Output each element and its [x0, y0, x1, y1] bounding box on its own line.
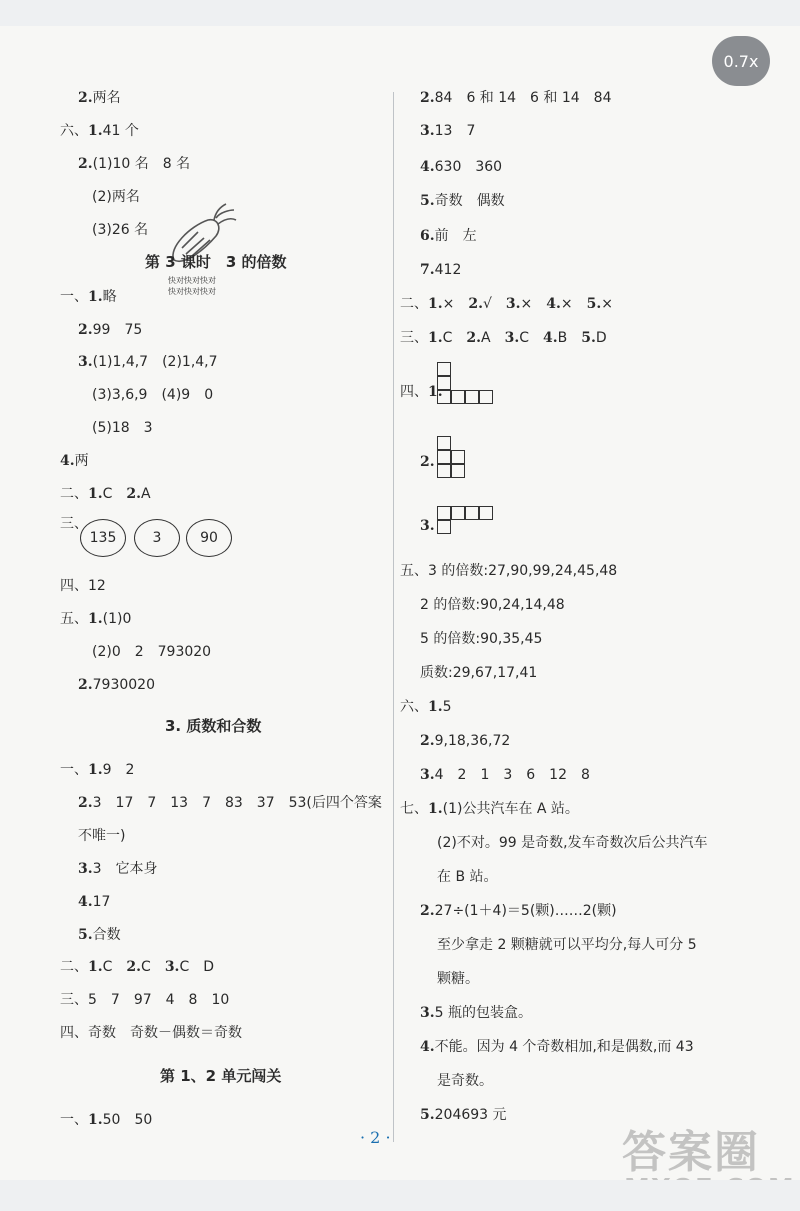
answer-line: 是奇数。: [437, 1073, 493, 1089]
page-number: · 2 ·: [360, 1128, 391, 1147]
answer-line: 一、1.略: [60, 289, 117, 305]
answer-line: 5.204693 元: [420, 1107, 507, 1123]
answer-line: 5.合数: [78, 927, 121, 943]
answer-line: 2 的倍数:90,24,14,48: [420, 597, 565, 613]
answer-line: 三、5 7 97 4 8 10: [60, 992, 230, 1008]
answer-line: 二、1.× 2.√ 3.× 4.× 5.×: [400, 296, 613, 312]
answer-line: 5.奇数 偶数: [420, 193, 505, 209]
answer-line: 质数:29,67,17,41: [420, 665, 538, 681]
answer-line: 四、奇数 奇数－偶数＝奇数: [60, 1025, 242, 1041]
answer-line: 3.4 2 1 3 6 12 8: [420, 767, 590, 783]
answer-line: 2.7930020: [78, 677, 155, 693]
answer-line: (2)0 2 793020: [92, 644, 212, 660]
section-heading-unit-test: 第 1、2 单元闯关: [160, 1067, 282, 1085]
answer-line: 3.5 瓶的包装盒。: [420, 1005, 532, 1021]
answer-line: 2.3 17 7 13 7 83 37 53(后四个答案: [78, 795, 382, 811]
answer-line: 不唯一): [78, 828, 126, 844]
answer-line: 4.不能。因为 4 个奇数相加,和是偶数,而 43: [420, 1039, 694, 1055]
answer-line: 六、1.5: [400, 699, 452, 715]
stamp-text-2: 快对快对快对: [168, 287, 216, 296]
stamp-text-1: 快对快对快对: [168, 276, 216, 285]
answer-line: 三、1.C 2.A 3.C 4.B 5.D: [400, 330, 607, 346]
answer-line: 5 的倍数:90,35,45: [420, 631, 543, 647]
answer-line: 二、1.C 2.C 3.C D: [60, 959, 214, 975]
answer-line: 4.630 360: [420, 159, 503, 175]
answer-line: 2.: [420, 454, 435, 470]
answer-line: 3.3 它本身: [78, 861, 158, 877]
answer-line: 6.前 左: [420, 228, 477, 244]
answer-line: 四、1.: [400, 384, 443, 400]
answer-line: 一、1.9 2: [60, 762, 135, 778]
answer-line: 2.9,18,36,72: [420, 733, 511, 749]
answer-line: 一、1.50 50: [60, 1112, 153, 1128]
answer-line: 六、1.41 个: [60, 123, 139, 139]
answer-line: 2.99 75: [78, 322, 143, 338]
answer-line: (3)3,6,9 (4)9 0: [92, 387, 214, 403]
answer-line: 4.两: [60, 453, 89, 469]
answer-line: 7.412: [420, 262, 462, 278]
answer-line: 3.13 7: [420, 123, 476, 139]
answer-line: 在 B 站。: [437, 869, 498, 885]
section-heading-multiples-of-3: 第 3 课时 3 的倍数: [145, 253, 287, 271]
circled-answer: 3: [134, 519, 180, 557]
answer-line: 3.(1)1,4,7 (2)1,4,7: [78, 354, 218, 370]
playback-speed-button[interactable]: 0.7x: [712, 36, 770, 86]
answer-line: 五、3 的倍数:27,90,99,24,45,48: [400, 563, 618, 579]
section-heading-prime-composite: 3. 质数和合数: [165, 717, 262, 735]
answer-line: 4.17: [78, 894, 111, 910]
answer-line: 2.84 6 和 14 6 和 14 84: [420, 90, 612, 106]
answer-line: (3)26 名: [92, 222, 149, 238]
answer-line: 颗糖。: [437, 971, 479, 987]
answer-line: (5)18 3: [92, 420, 153, 436]
answer-line: 三、: [60, 516, 88, 532]
answer-line: 2.27÷(1＋4)＝5(颗)……2(颗): [420, 903, 617, 919]
answer-line: (2)不对。99 是奇数,发车奇数次后公共汽车: [437, 835, 708, 851]
answer-line: 五、1.(1)0: [60, 611, 132, 627]
column-divider: [393, 92, 394, 1142]
top-bar: [0, 0, 800, 26]
circled-answer: 90: [186, 519, 232, 557]
answer-line: 二、1.C 2.A: [60, 486, 151, 502]
circled-answer: 135: [80, 519, 126, 557]
bottom-bar: [0, 1180, 800, 1211]
answer-line: 2.(1)10 名 8 名: [78, 156, 191, 172]
answer-line: 3.: [420, 518, 435, 534]
watermark-logo: 答案圈: [622, 1127, 760, 1178]
answer-line: 四、12: [60, 578, 106, 594]
answer-line: 至少拿走 2 颗糖就可以平均分,每人可分 5: [437, 937, 697, 953]
answer-line: 七、1.(1)公共汽车在 A 站。: [400, 801, 579, 817]
answer-line: 2.两名: [78, 90, 121, 106]
answer-line: (2)两名: [92, 189, 140, 205]
